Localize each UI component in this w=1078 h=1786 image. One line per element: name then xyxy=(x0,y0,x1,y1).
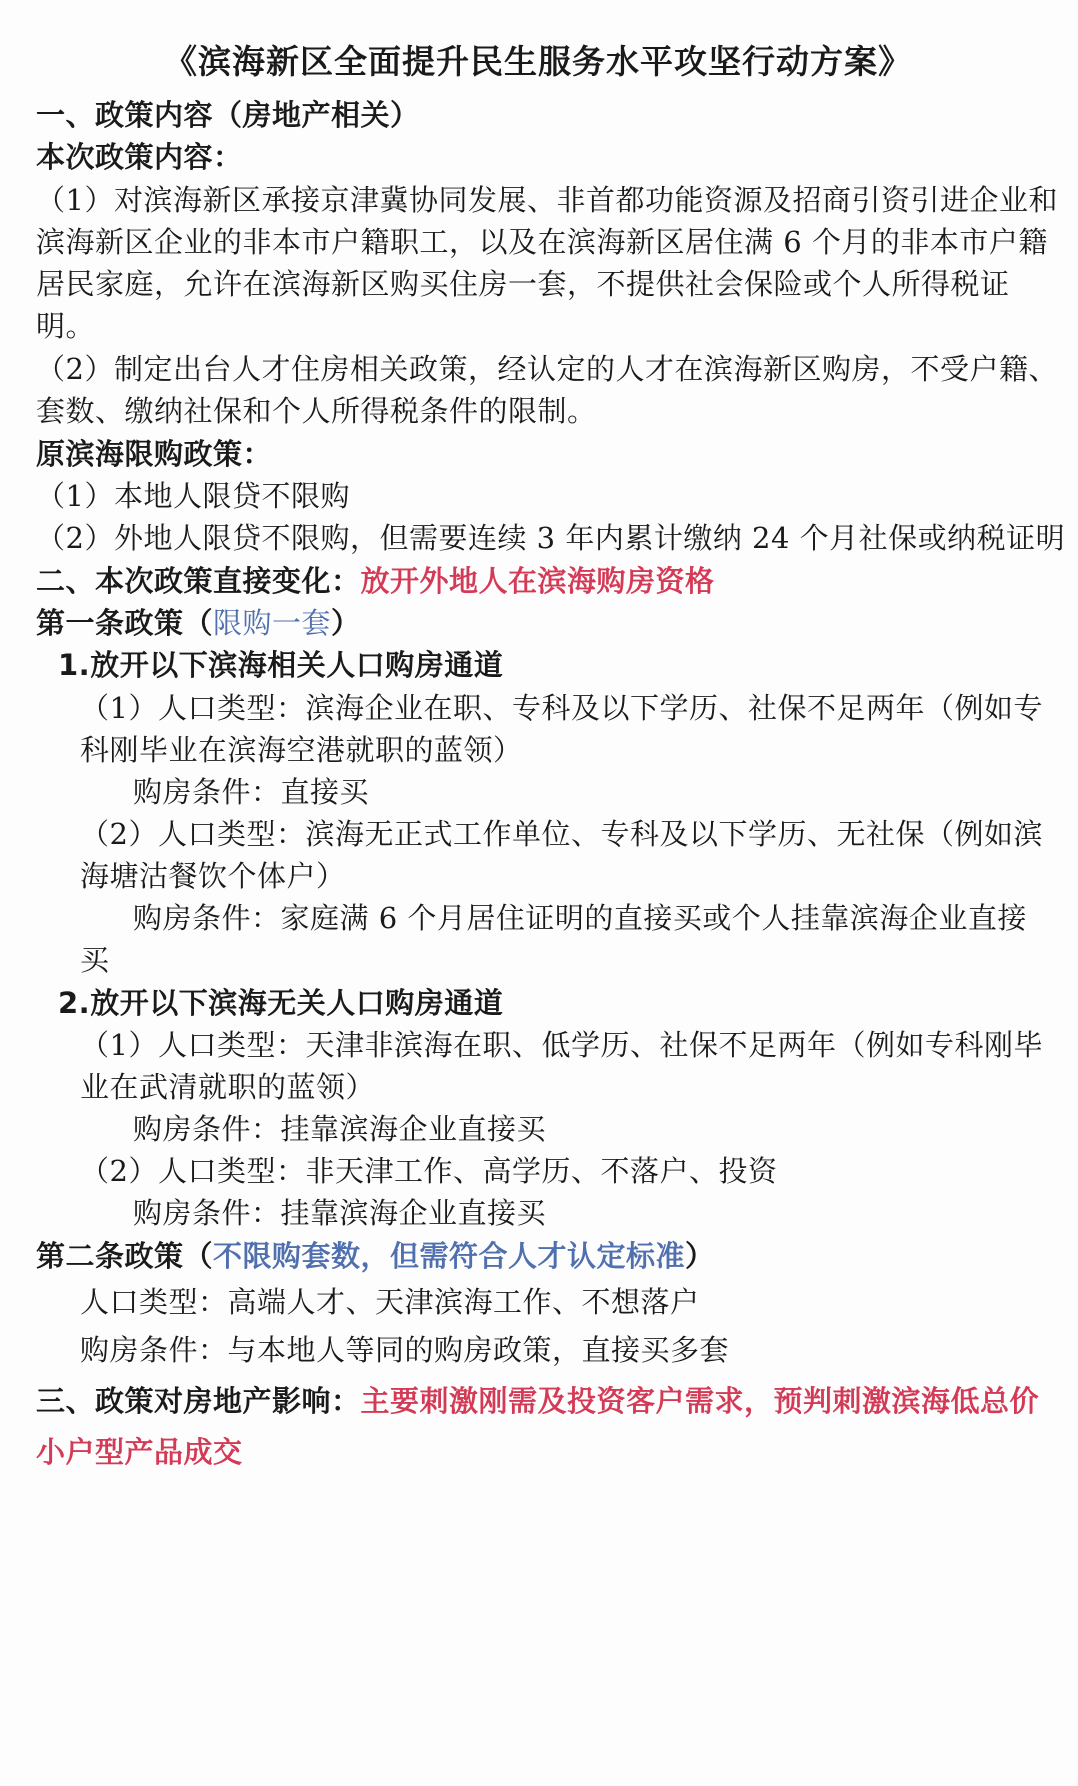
policy2-close: ） xyxy=(685,1239,715,1273)
sub2-item2-line: （2）人口类型：非天津工作、高学历、不落户、投资 xyxy=(80,1154,778,1188)
current-item2-line1: （2）制定出台人才住房相关政策，经认定的人才在滨海新区购房，不受户籍、 xyxy=(36,352,1058,386)
policy2-type-line: 人口类型：高端人才、天津滨海工作、不想落户 xyxy=(80,1285,700,1319)
policy2-note: 不限购套数，但需符合人才认定标准 xyxy=(213,1239,686,1273)
policy2-label: 第二条政策（ xyxy=(36,1239,214,1273)
document-title: 《滨海新区全面提升民生服务水平攻坚行动方案》 xyxy=(164,42,912,81)
sub2-item1-line2: 业在武清就职的蓝领） xyxy=(80,1070,376,1104)
section3-heading: 三、政策对房地产影响： xyxy=(36,1384,361,1418)
original-policy-label: 原滨海限购政策： xyxy=(36,437,273,471)
current-item1-line2: 滨海新区企业的非本市户籍职工，以及在滨海新区居住满 6 个月的非本市户籍 xyxy=(36,225,1048,259)
policy1-close: ） xyxy=(331,606,361,640)
original-item1: （1）本地人限贷不限购 xyxy=(36,479,350,513)
original-item2: （2）外地人限贷不限购，但需要连续 3 年内累计缴纳 24 个月社保或纳税证明 xyxy=(36,521,1066,555)
policy1-heading-row xyxy=(36,603,361,643)
current-item1-line4: 明。 xyxy=(36,309,96,343)
sub1-item2-line1: （2）人口类型：滨海无正式工作单位、专科及以下学历、无社保（例如滨 xyxy=(80,817,1043,851)
section2-heading: 二、本次政策直接变化： xyxy=(36,564,361,598)
sub1-item2-line2: 海塘沽餐饮个体户） xyxy=(80,859,346,893)
sub1-item2-condition-line1: 购房条件：家庭满 6 个月居住证明的直接买或个人挂靠滨海企业直接 xyxy=(133,901,1027,935)
section3-highlight-line1: 主要刺激刚需及投资客户需求，预判刺激滨海低总价 xyxy=(360,1384,1040,1418)
sub2-item1-condition: 购房条件：挂靠滨海企业直接买 xyxy=(133,1112,547,1146)
policy2-heading-row xyxy=(36,1236,715,1276)
section2-highlight: 放开外地人在滨海购房资格 xyxy=(360,564,715,598)
sub2-item1-line1: （1）人口类型：天津非滨海在职、低学历、社保不足两年（例如专科刚毕 xyxy=(80,1028,1043,1062)
current-item1-line1: （1）对滨海新区承接京津冀协同发展、非首都功能资源及招商引资引进企业和 xyxy=(36,183,1058,217)
section3-highlight-line2: 小户型产品成交 xyxy=(36,1435,243,1469)
sub1-item1-line1: （1）人口类型：滨海企业在职、专科及以下学历、社保不足两年（例如专 xyxy=(80,691,1043,725)
policy1-sub2-heading: 2.放开以下滨海无关人口购房通道 xyxy=(58,986,504,1020)
policy1-note: 限购一套 xyxy=(213,606,332,640)
sub1-item2-condition-line2: 买 xyxy=(80,943,110,977)
sub1-item1-line2: 科刚毕业在滨海空港就职的蓝领） xyxy=(80,733,523,767)
current-item1-line3: 居民家庭，允许在滨海新区购买住房一套，不提供社会保险或个人所得税证 xyxy=(36,267,1010,301)
policy1-sub1-heading: 1.放开以下滨海相关人口购房通道 xyxy=(58,648,504,682)
policy2-condition-line: 购房条件：与本地人等同的购房政策，直接买多套 xyxy=(80,1333,730,1367)
sub2-item2-condition: 购房条件：挂靠滨海企业直接买 xyxy=(133,1196,547,1230)
section2-heading-row xyxy=(36,561,715,601)
section1-heading: 一、政策内容（房地产相关） xyxy=(36,98,420,132)
current-policy-label: 本次政策内容： xyxy=(36,140,243,174)
section3-heading-row xyxy=(36,1381,1039,1421)
policy1-label: 第一条政策（ xyxy=(36,606,214,640)
sub1-item1-condition: 购房条件：直接买 xyxy=(133,775,370,809)
current-item2-line2: 套数、缴纳社保和个人所得税条件的限制。 xyxy=(36,394,597,428)
